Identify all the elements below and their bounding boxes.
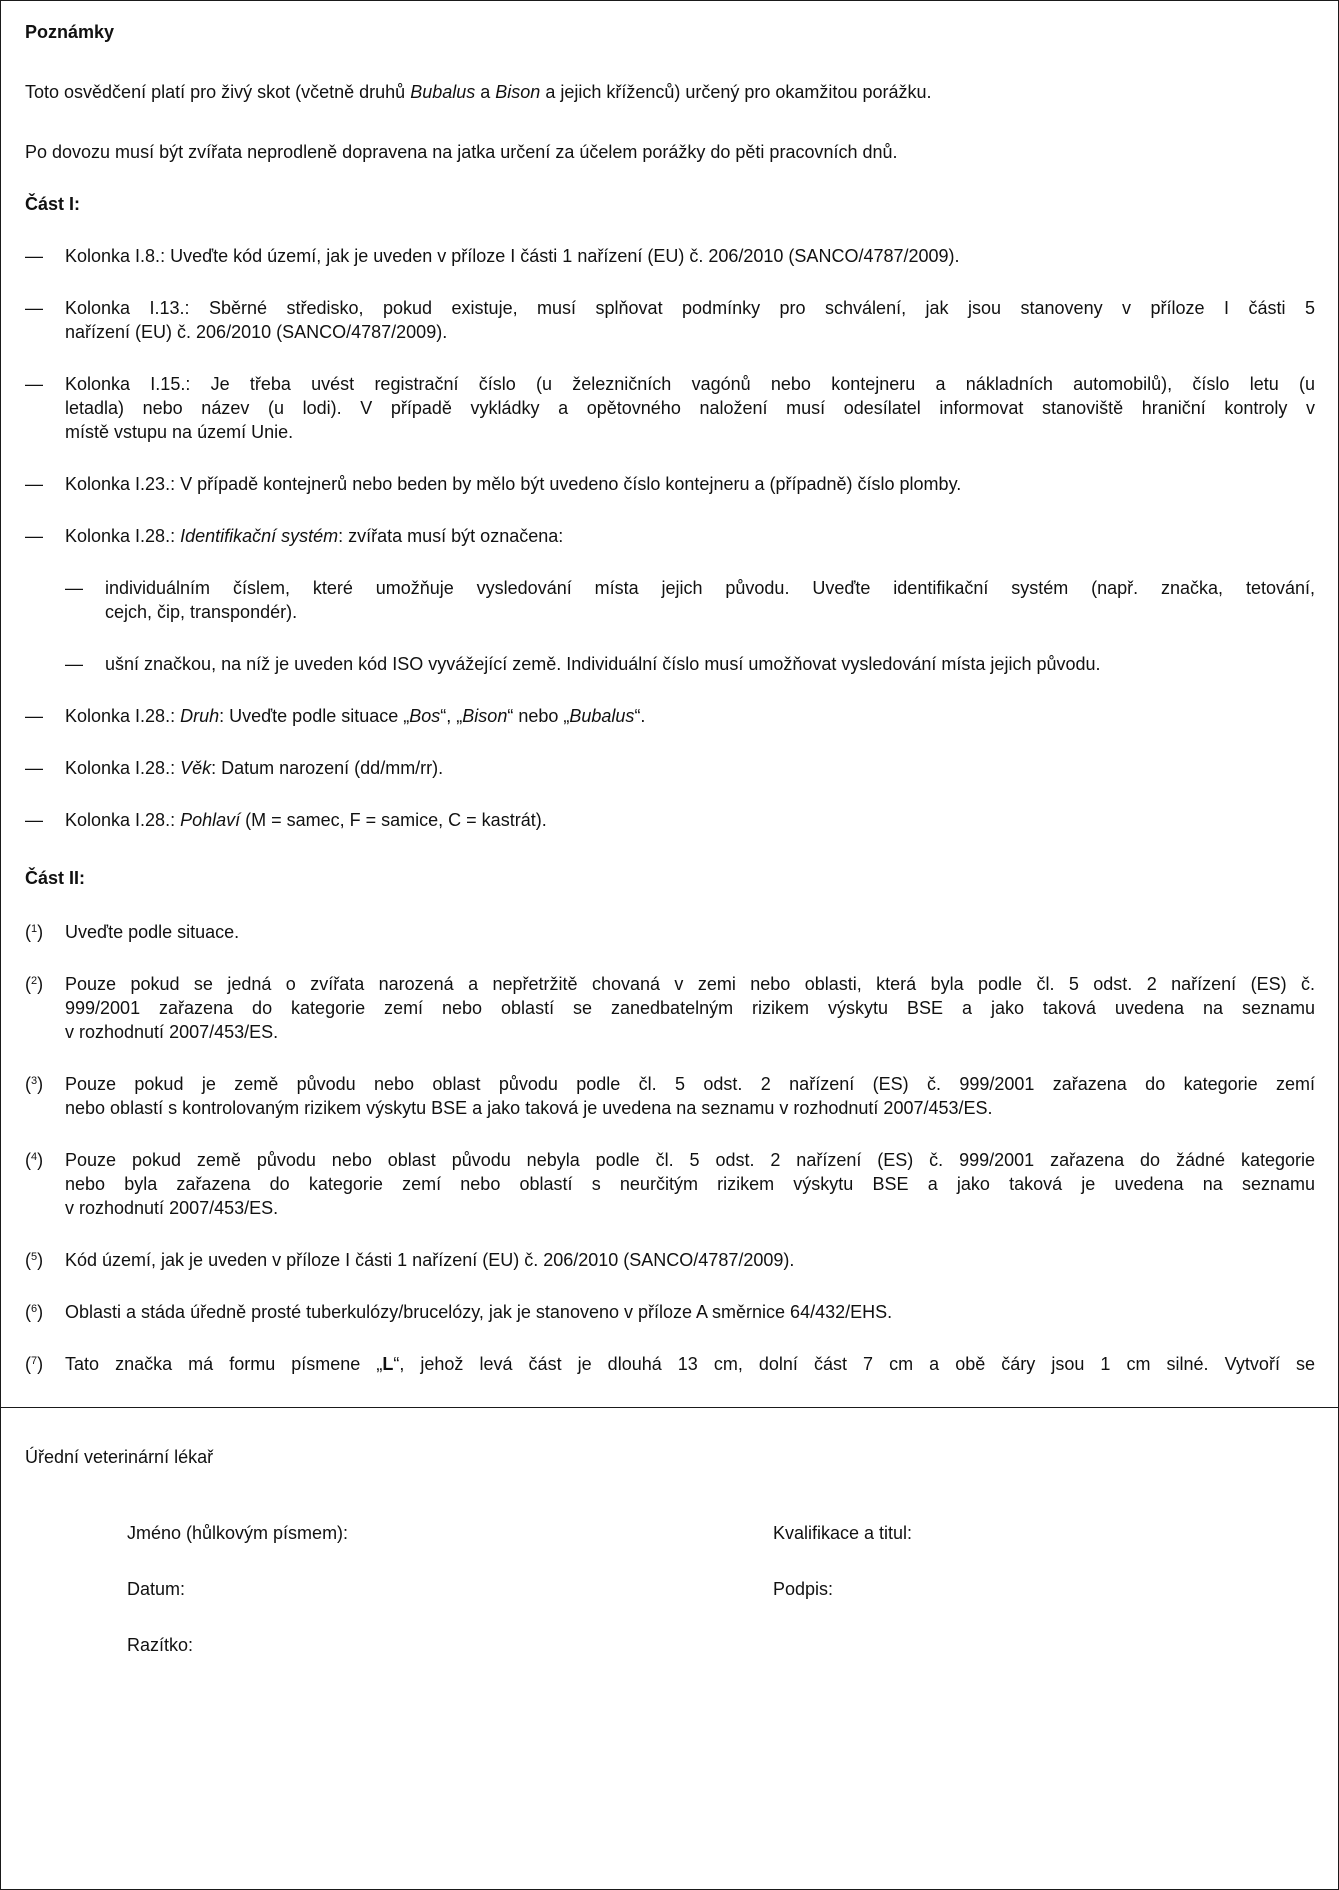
- dash-bullet: —: [65, 654, 83, 674]
- dash-bullet: —: [25, 706, 43, 726]
- footnote-6: Oblasti a stáda úředně prosté tuberkulózy/brucelózy, jak je stanoveno v příloze A směrnice 64/432/EHS.: [65, 1302, 893, 1322]
- dash-bullet: —: [25, 298, 43, 318]
- note-box-i28-sex: Kolonka I.28.: Pohlaví (M = samec, F = samice, C = kastrát).: [65, 810, 547, 830]
- note-box-i13: Kolonka I.13.: Sběrné středisko, pokud existuje, musí splňovat podmínky pro schválení, jak jsou stanoveny v příloze I části 5 nařízení (EU) č. 206/2010 (SANCO/4787/2009).: [65, 298, 1315, 342]
- footnote-ref: ($^2$): [25, 974, 44, 994]
- footnote-ref: ($^5$): [25, 1250, 44, 1270]
- signature-section: [1, 1408, 1338, 1889]
- note-box-i28-identification: Kolonka I.28.: Identifikační systém: zvířata musí být označena:: [65, 526, 564, 546]
- footnote-ref: ($^4$): [25, 1150, 44, 1170]
- footnote-5: Kód území, jak je uveden v příloze I části 1 nařízení (EU) č. 206/2010 (SANCO/4787/2009).: [65, 1250, 795, 1270]
- footnote-ref: ($^3$): [25, 1074, 44, 1094]
- footnote-4: Pouze pokud země původu nebo oblast původu nebyla podle čl. 5 odst. 2 nařízení (ES) č. 999/2001 zařazena do žádné kategorie nebo byla zařazena do kategorie zemí nebo oblastí s neurčitým rizikem výskytu BSE a jako taková je uvedena na seznamu v rozhodnutí 2007/453/ES.: [65, 1150, 1315, 1218]
- dash-bullet: —: [25, 758, 43, 778]
- dash-bullet: —: [25, 526, 43, 546]
- intro-paragraph-2: Po dovozu musí být zvířata neprodleně dopravena na jatka určení za účelem porážky do pěti pracovních dnů.: [25, 142, 898, 162]
- footnote-ref: ($^6$): [25, 1302, 44, 1322]
- footnote-ref: ($^7$): [25, 1354, 44, 1374]
- notes-section: [1, 1, 1338, 1408]
- note-box-i28-age: Kolonka I.28.: Věk: Datum narození (dd/mm/rr).: [65, 758, 444, 778]
- notes-heading: Poznámky: [25, 22, 115, 42]
- date-label: Datum:: [127, 1579, 186, 1599]
- part-2-heading: Část II:: [25, 868, 86, 888]
- note-box-i28-species: Kolonka I.28.: Druh: Uveďte podle situace „Bos“, „Bison“ nebo „Bubalus“.: [65, 706, 646, 726]
- sub-item-ear-tag: ušní značkou, na níž je uveden kód ISO vyvážející země. Individuální číslo musí umožňovat vysledování místa jejich původu.: [105, 654, 1101, 674]
- qualification-label: Kvalifikace a titul:: [773, 1523, 913, 1543]
- footnote-3: Pouze pokud je země původu nebo oblast původu podle čl. 5 odst. 2 nařízení (ES) č. 999/2001 zařazena do kategorie zemí nebo oblastí s kontrolovaným rizikem výskytu BSE a jako taková je uvedena na seznamu v rozhodnutí 2007/453/ES.: [65, 1074, 1315, 1118]
- part-1-heading: Část I:: [25, 194, 81, 214]
- signature-title: Úřední veterinární lékař: [25, 1447, 214, 1467]
- dash-bullet: —: [25, 374, 43, 394]
- footnote-2: Pouze pokud se jedná o zvířata narozená a nepřetržitě chovaná v zemi nebo oblasti, která byla podle čl. 5 odst. 2 nařízení (ES) č. 999/2001 zařazena do kategorie zemí nebo oblastí se zanedbatelným rizikem výskytu BSE a jako taková uvedena na seznamu v rozhodnutí 2007/453/ES.: [65, 974, 1315, 1042]
- note-box-i8: Kolonka I.8.: Uveďte kód území, jak je uveden v příloze I části 1 nařízení (EU) č. 206/2010 (SANCO/4787/2009).: [65, 246, 960, 266]
- signature-label: Podpis:: [773, 1579, 834, 1599]
- dash-bullet: —: [65, 578, 83, 598]
- footnote-ref: ($^1$): [25, 922, 44, 942]
- stamp-label: Razítko:: [127, 1635, 194, 1655]
- intro-paragraph-1: Toto osvědčení platí pro živý skot (včetně druhů Bubalus a Bison a jejich kříženců) určený pro okamžitou porážku.: [25, 82, 932, 102]
- dash-bullet: —: [25, 474, 43, 494]
- name-label: Jméno (hůlkovým písmem):: [127, 1523, 349, 1543]
- dash-bullet: —: [25, 246, 43, 266]
- note-box-i23: Kolonka I.23.: V případě kontejnerů nebo beden by mělo být uvedeno číslo kontejneru a (případně) číslo plomby.: [65, 474, 962, 494]
- dash-bullet: —: [25, 810, 43, 830]
- footnote-1: Uveďte podle situace.: [65, 922, 240, 942]
- footnote-7: Tato značka má formu písmene „L“, jehož levá část je dlouhá 13 cm, dolní část 7 cm a obě čáry jsou 1 cm silné. Vytvoří se: [65, 1354, 1316, 1374]
- sub-item-individual-number: individuálním číslem, které umožňuje vysledování místa jejich původu. Uveďte identifikační systém (např. značka, tetování, cejch, čip, transpondér).: [105, 578, 1315, 622]
- note-box-i15: Kolonka I.15.: Je třeba uvést registrační číslo (u železničních vagónů nebo kontejneru a nákladních automobilů), číslo letu (u letadla) nebo název (u lodi). V případě vykládky a opětovného naložení musí odesílatel informovat stanoviště hraniční kontroly v místě vstupu na území Unie.: [65, 374, 1315, 442]
